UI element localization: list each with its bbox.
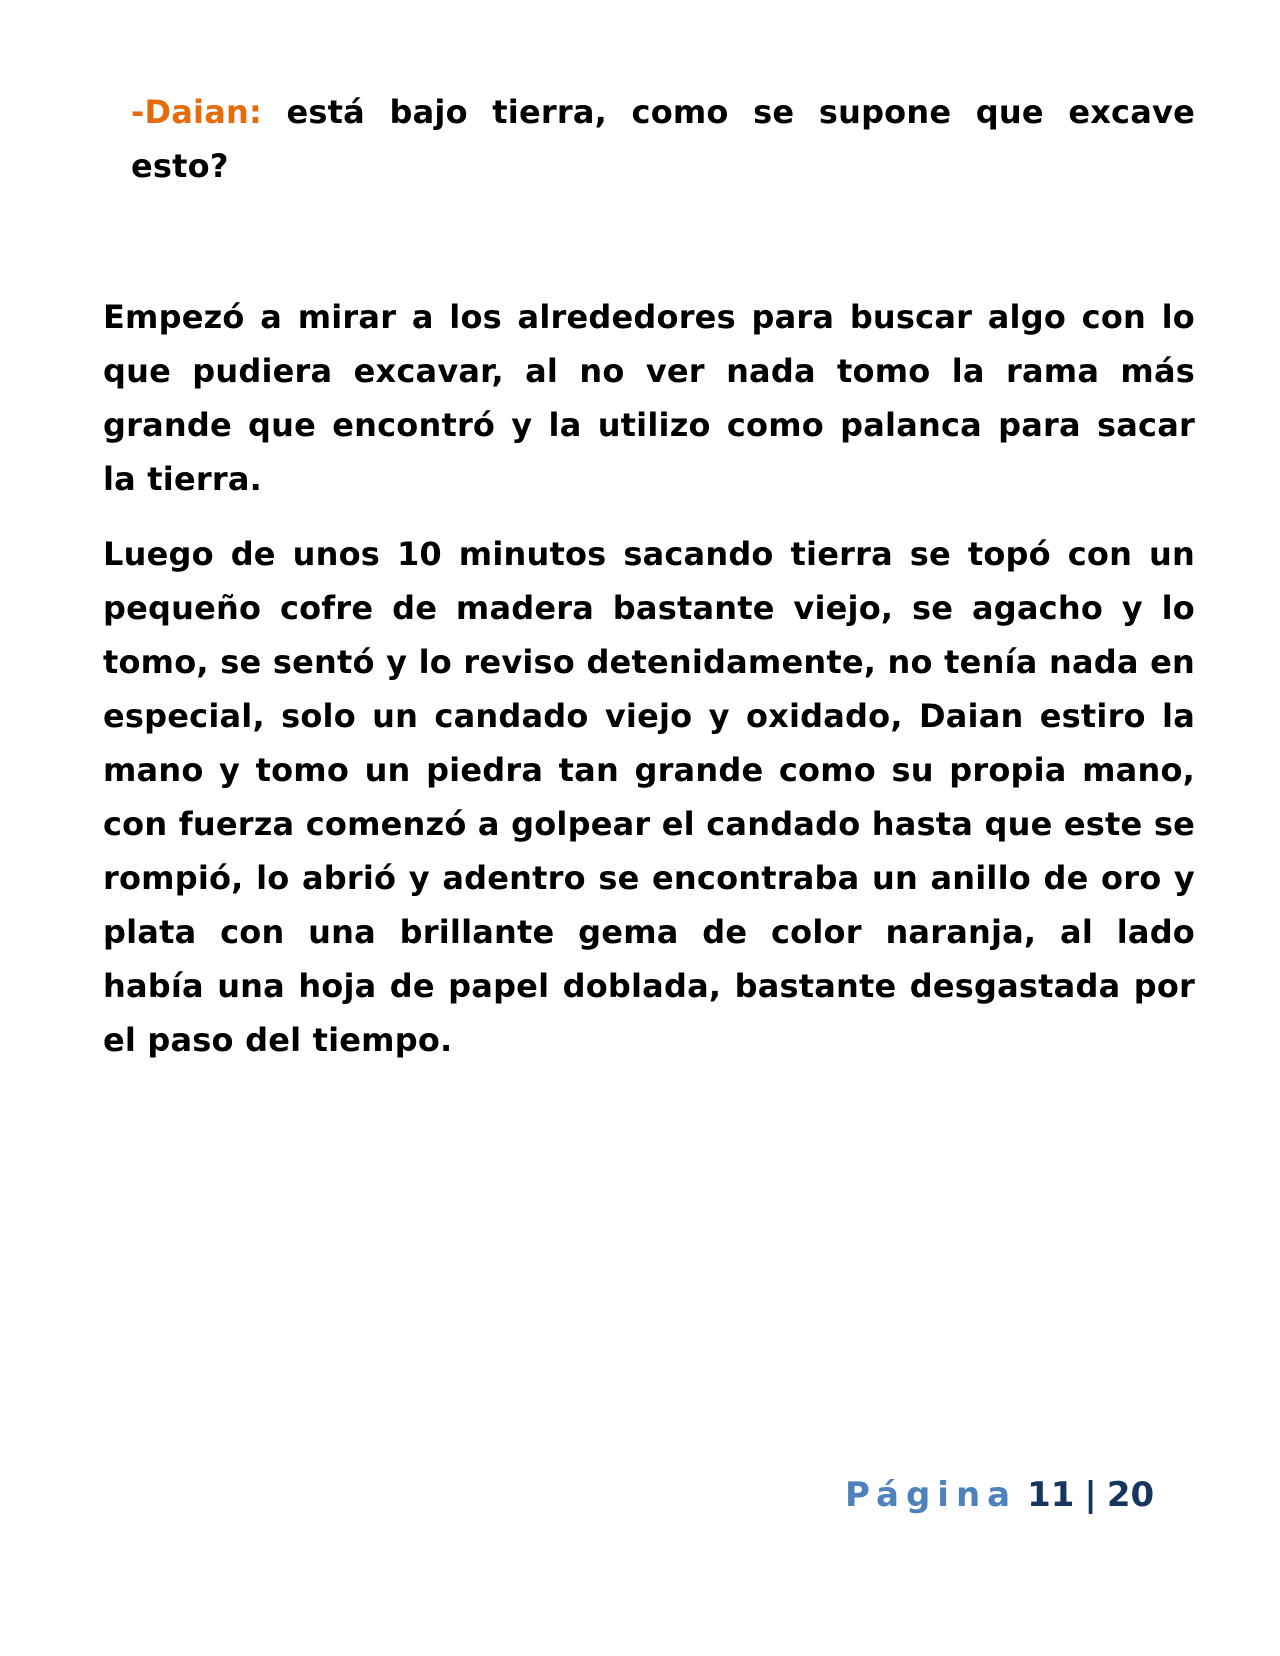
current-page-number: 11	[1027, 1475, 1075, 1515]
page-separator: |	[1084, 1475, 1097, 1515]
total-pages-number: 20	[1106, 1475, 1155, 1515]
page-label: Página	[845, 1475, 1018, 1515]
speaker-name: -Daian:	[131, 93, 262, 131]
dialogue-line	[131, 85, 1195, 193]
paragraph-1: Empezó a mirar a los alrededores para buscar algo con lo que pudiera excavar, al no ver nada tomo la rama más grande que encontró y la utilizo como palanca para sacar la tierra.	[103, 298, 1195, 498]
page-footer	[845, 1472, 1154, 1518]
dialogue-text: está bajo tierra, como se supone que excave esto?	[131, 93, 1195, 185]
paragraph-2: Luego de unos 10 minutos sacando tierra se topó con un pequeño cofre de madera bastante viejo, se agacho y lo tomo, se sentó y lo reviso detenidamente, no tenía nada en especial, solo un candado viejo y oxidado, Daian estiro la mano y tomo un piedra tan grande como su propia mano, con fuerza comenzó a golpear el candado hasta que este se rompió, lo abrió y adentro se encontraba un anillo de oro y plata con una brillante gema de color naranja, al lado había una hoja de papel doblada, bastante desgastada por el paso del tiempo.	[103, 535, 1195, 1059]
